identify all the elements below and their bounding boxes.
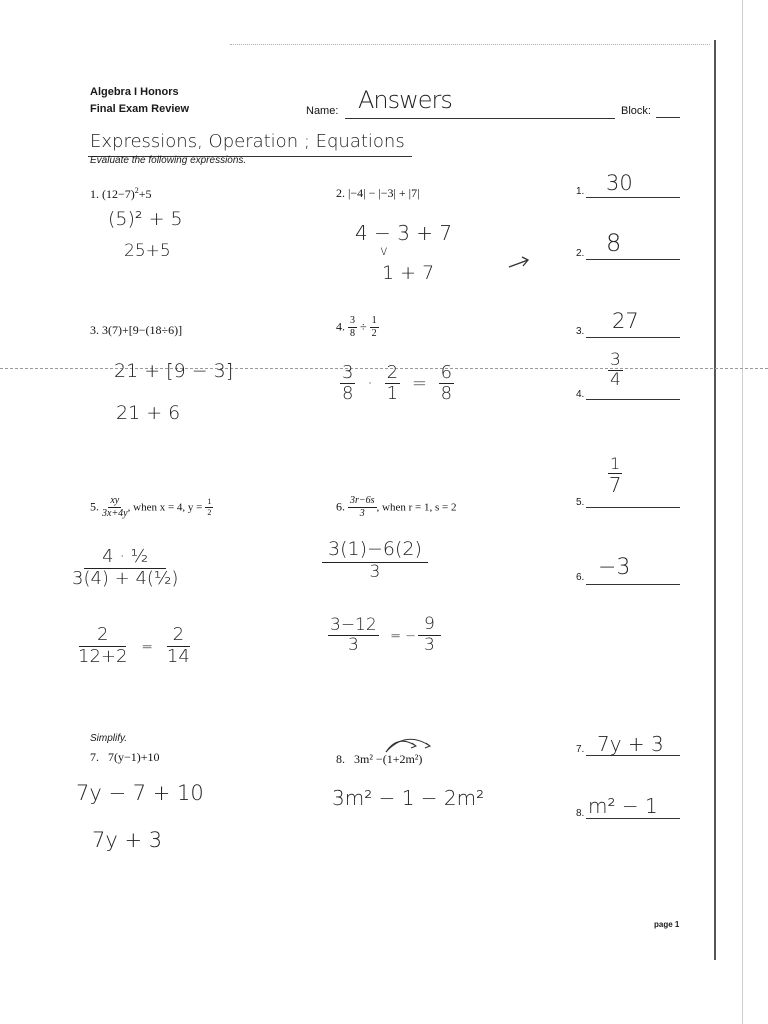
answer-7-line <box>586 755 680 756</box>
problem-5-number: 5. <box>90 499 99 514</box>
answer-2-value: 8 <box>606 229 622 257</box>
problem-1-number: 1. <box>90 187 99 201</box>
name-value: Answers <box>358 86 452 114</box>
problem-3-expression: 3(7)+[9−(18÷6)] <box>102 323 183 337</box>
page-edge-line-right <box>742 0 743 1024</box>
problem-6-work-step-2 <box>328 616 441 654</box>
answer-5-value <box>608 456 622 495</box>
problem-4-number: 4. <box>336 319 345 334</box>
problem-8-work-line-1: 3m² − 1 − 2m² <box>332 786 485 810</box>
simplify-label: Simplify. <box>90 733 128 744</box>
problem-1 <box>90 186 152 202</box>
name-label: Name: <box>306 105 339 117</box>
problem-1-exponent: 2 <box>134 186 139 195</box>
problem-3-work-line-2: 21 + 6 <box>116 402 181 424</box>
answer-6-value: −3 <box>598 555 631 580</box>
problem-5-work-equals: = <box>141 639 153 655</box>
answer-4-denominator: 4 <box>610 370 621 390</box>
problem-1-tail: +5 <box>138 187 152 201</box>
problem-7-work-line-1: 7y − 7 + 10 <box>76 781 204 805</box>
answer-8-number: 8. <box>576 808 585 819</box>
answer-5-numerator: 1 <box>610 454 621 473</box>
problem-2-work-line-2: 1 + 7 <box>382 262 435 284</box>
problem-4-work-equals: = <box>411 372 427 394</box>
problem-7-number: 7. <box>90 750 99 764</box>
answer-4-line <box>586 399 680 400</box>
problem-1-expression: (12−7) <box>102 187 135 201</box>
problem-6-fraction: $\frac{3r-6s}{3}$ <box>350 495 375 519</box>
problem-5-condition: , when x = 4, y = <box>127 501 203 514</box>
answer-7-number: 7. <box>576 744 585 755</box>
answer-6-line <box>586 584 680 585</box>
problem-4-operator: ÷ <box>360 319 367 334</box>
answer-6-number: 6. <box>576 572 585 583</box>
section-title: Expressions, Operation ; Equations <box>90 131 405 152</box>
problem-4-work-fraction-b: $\frac{2}{1}$ <box>386 362 399 404</box>
document-title: Final Exam Review <box>90 103 190 115</box>
problem-5-work-numerator: 4 · ½ <box>84 548 166 569</box>
problem-5 <box>90 496 213 519</box>
problem-5-work-step-2 <box>78 626 190 666</box>
problem-6-number: 6. <box>336 499 345 514</box>
problem-4 <box>336 316 379 339</box>
problem-2-work-line-1: 4 − 3 + 7 <box>355 221 453 245</box>
problem-2-number: 2. <box>336 186 345 200</box>
answer-2-line <box>586 259 680 260</box>
problem-2-expression: |−4| − |−3| + |7| <box>348 186 420 200</box>
page-number: page 1 <box>654 920 680 929</box>
problem-6-work-denominator: 3 <box>369 562 381 582</box>
problem-1-work-line-2: 25+5 <box>124 241 171 261</box>
problem-8-expression: 3m² −(1+2m²) <box>354 752 423 766</box>
problem-6 <box>336 496 456 519</box>
block-label: Block: <box>621 105 651 117</box>
problem-4-work-fraction-a: $\frac{3}{8}$ <box>342 362 354 404</box>
problem-4-fraction-1: $\frac{3}{8}$ <box>350 315 355 339</box>
problem-2-check-mark: v <box>380 244 388 259</box>
problem-6-work-fraction-3: $\frac{9}{3}$ <box>418 616 441 654</box>
answer-4-value <box>608 352 623 389</box>
problem-4-work-fraction-c: $\frac{6}{8}$ <box>440 362 453 404</box>
answer-5-line <box>586 507 680 508</box>
answer-4-number: 4. <box>576 389 585 400</box>
answer-2-number: 2. <box>576 248 585 259</box>
problem-5-work-fraction-2: $\frac{2}{12+2}$ <box>78 624 128 667</box>
answer-8-value: m² − 1 <box>588 794 658 818</box>
problem-6-work-numerator: 3(1)−6(2) <box>322 540 428 563</box>
answer-3-number: 3. <box>576 326 585 337</box>
problem-3 <box>90 323 182 338</box>
arrow-icon <box>508 255 530 269</box>
problem-2 <box>336 186 419 201</box>
problem-8-number: 8. <box>336 752 345 766</box>
scan-top-line <box>230 44 710 45</box>
problem-6-condition: , when r = 1, s = 2 <box>376 501 457 514</box>
answer-3-line <box>586 337 680 338</box>
problem-5-condition-fraction: $\frac{1}{2}$ <box>207 497 212 517</box>
distribution-arrows-icon <box>376 732 436 754</box>
problem-4-fraction-2: $\frac{1}{2}$ <box>371 315 377 339</box>
problem-5-work-step-1 <box>72 548 178 588</box>
problem-6-work-fraction-2: $\frac{3-12}{3}$ <box>330 614 377 655</box>
problem-7-expression: 7(y−1)+10 <box>108 750 160 764</box>
problem-8 <box>336 752 422 767</box>
problem-4-work <box>340 364 454 403</box>
problem-7 <box>90 750 160 765</box>
problem-4-work-dot: · <box>367 372 373 394</box>
answer-5-denominator: 7 <box>608 473 622 497</box>
problem-6-work-equals: = − <box>390 629 417 644</box>
page-edge-line <box>714 40 716 960</box>
answer-7-value: 7y + 3 <box>597 732 664 756</box>
answer-3-value: 27 <box>612 309 639 333</box>
problem-5-work-fraction-3: $\frac{2}{14}$ <box>166 624 190 667</box>
answer-8-line <box>586 818 680 819</box>
section-instruction: Evaluate the following expressions. <box>90 155 247 166</box>
name-line <box>345 118 615 119</box>
answer-1-value: 30 <box>606 171 633 195</box>
problem-3-work-line-1: 21 + [9 − 3] <box>114 360 234 382</box>
problem-6-work-step-1 <box>322 540 428 581</box>
course-title: Algebra I Honors <box>90 86 179 98</box>
answer-1-number: 1. <box>576 186 585 197</box>
block-line <box>656 117 680 118</box>
problem-7-work-line-2: 7y + 3 <box>92 828 163 852</box>
answer-4-numerator: 3 <box>610 350 621 370</box>
problem-1-work-line-1: (5)² + 5 <box>108 208 183 230</box>
problem-5-work-denominator: 3(4) + 4(½) <box>72 568 179 589</box>
answer-1-line <box>586 197 680 198</box>
problem-5-fraction: $\frac{xy}{3x+4y}$ <box>102 495 128 519</box>
problem-3-number: 3. <box>90 323 99 337</box>
answer-5-number: 5. <box>576 497 585 508</box>
